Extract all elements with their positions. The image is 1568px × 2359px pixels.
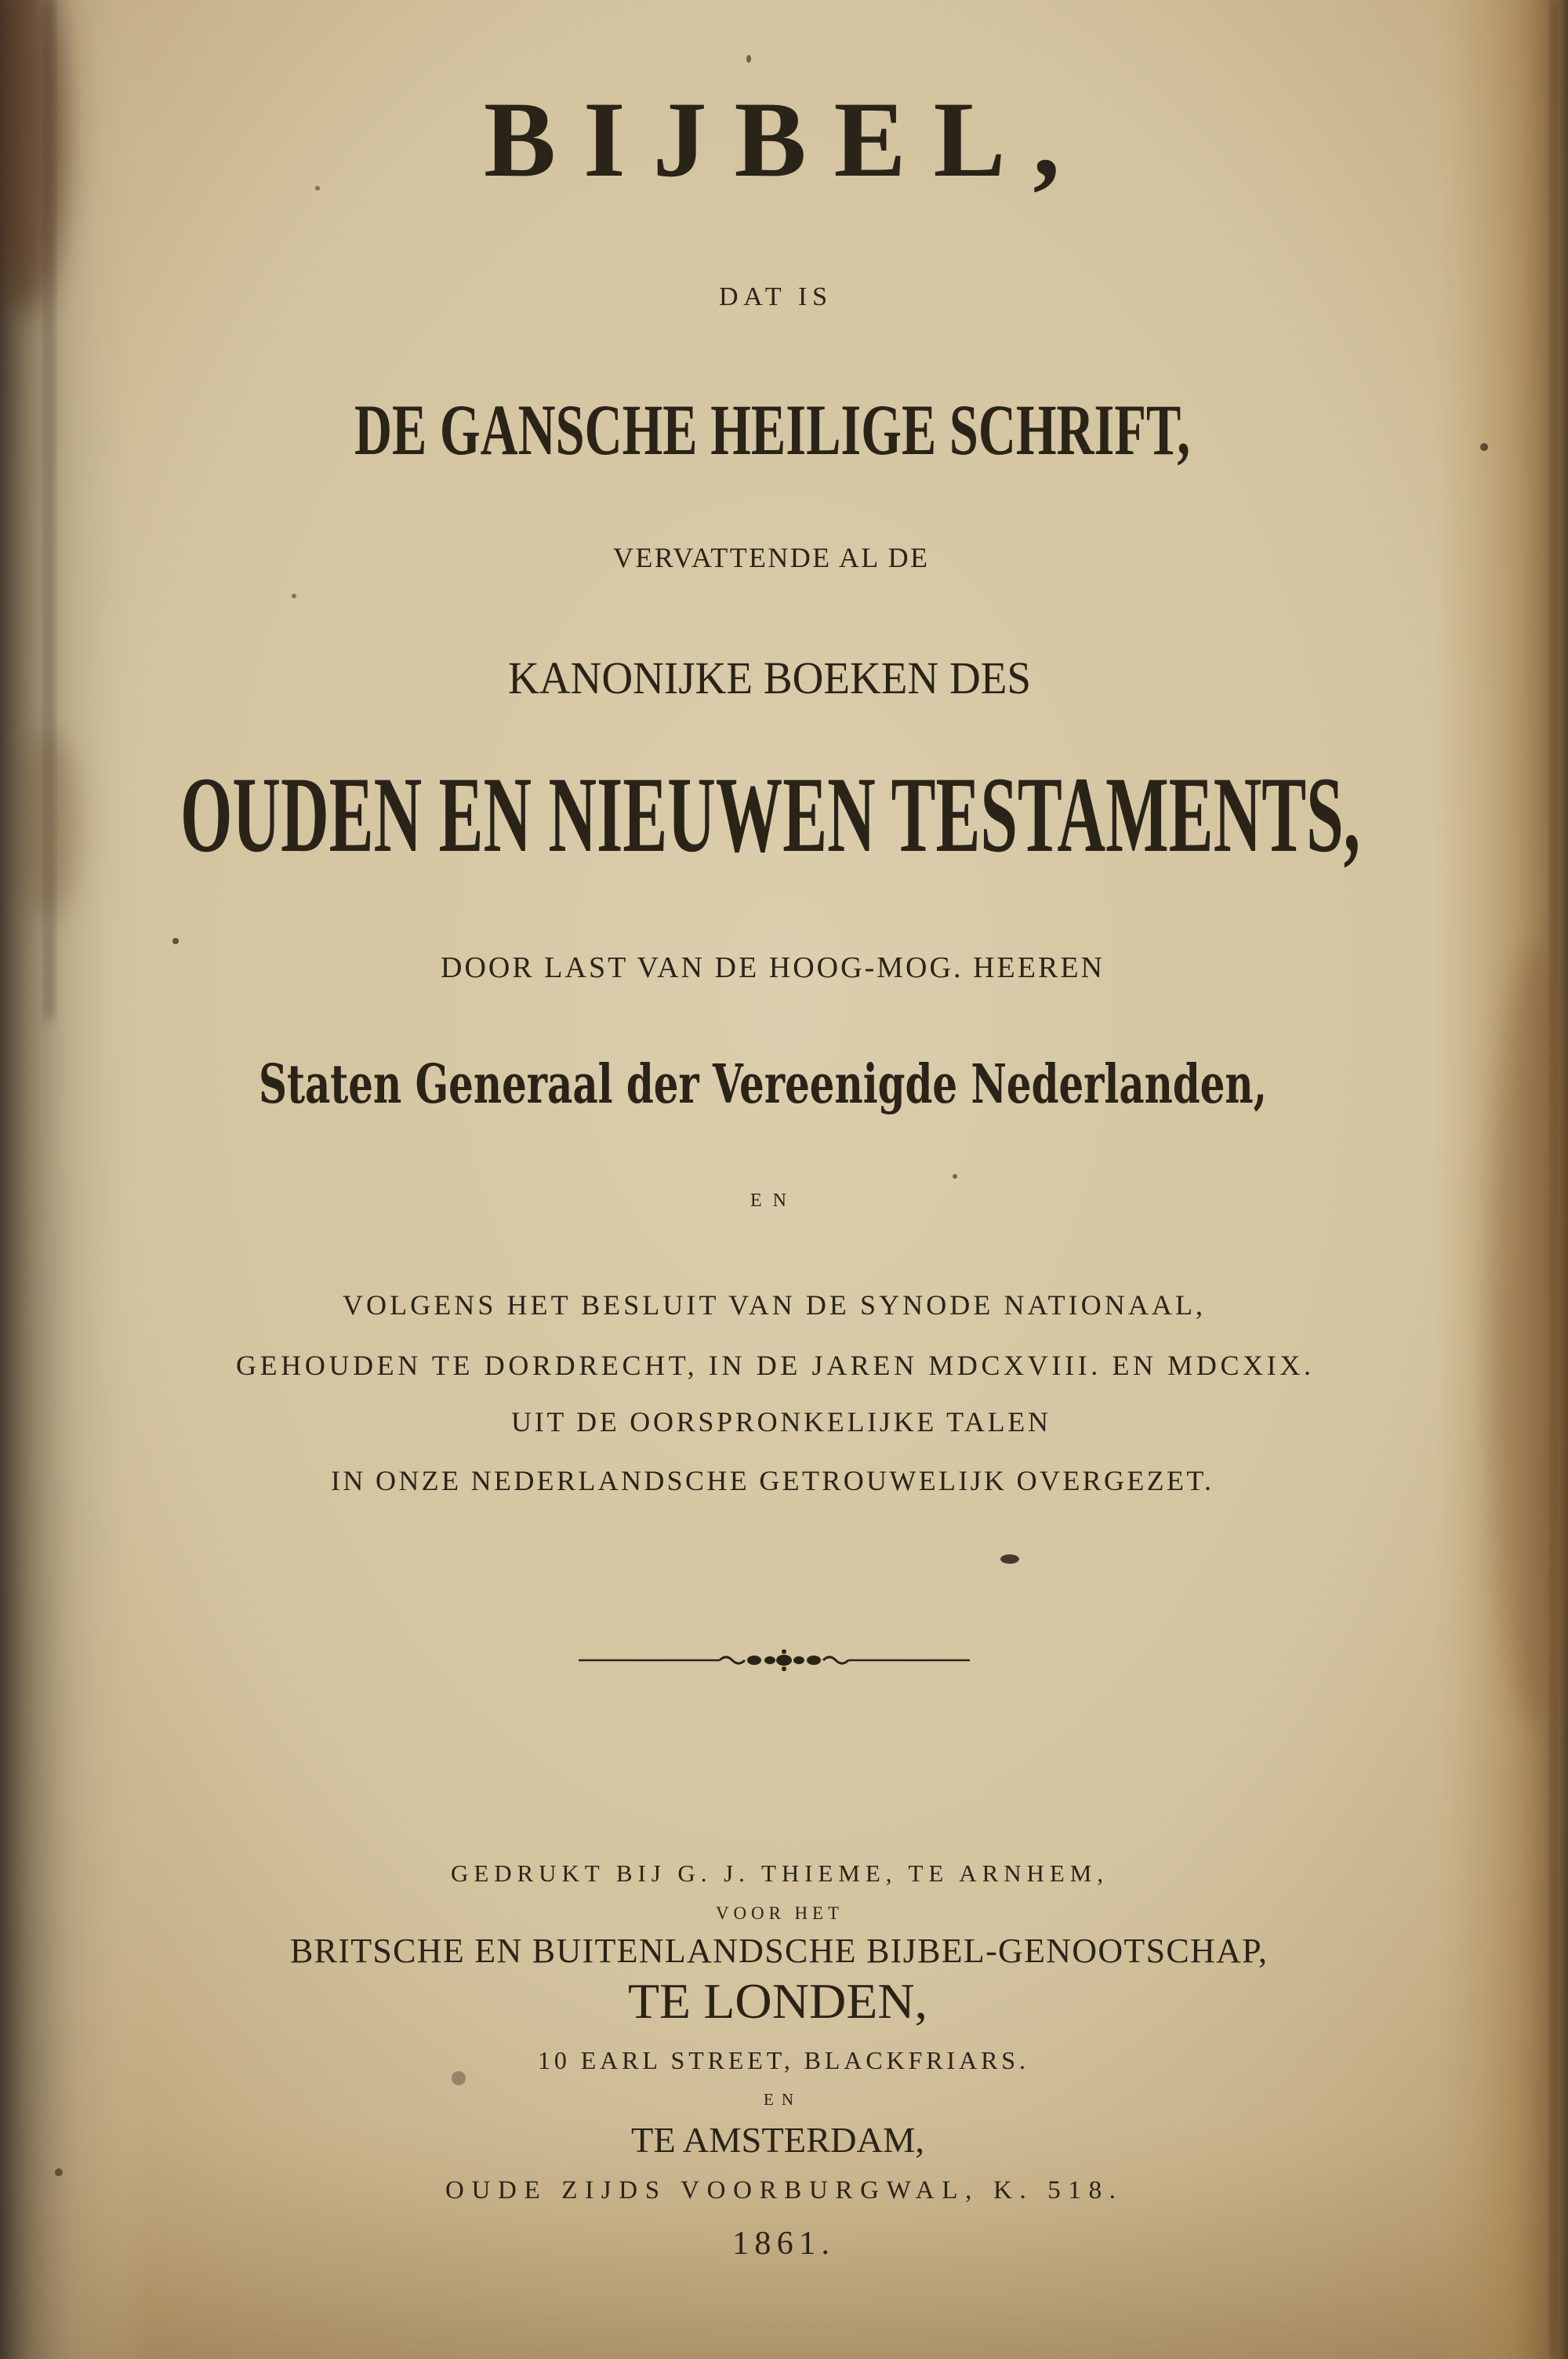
book-title: BIJBEL, <box>484 79 1060 199</box>
dat-is-line: DAT IS <box>719 282 827 311</box>
states-general-line: Staten Generaal der Vereenigde Nederlanden, <box>259 1053 1267 1116</box>
amsterdam-address-line: OUDE ZIJDS VOORBURGWAL, K. 518. <box>445 2176 1116 2205</box>
paper-speck <box>55 2168 63 2176</box>
amsterdam-line: TE AMSTERDAM, <box>631 2120 924 2160</box>
paper-speck <box>315 186 320 191</box>
imprint-conjunction-en: EN <box>764 2090 793 2109</box>
synod-line-3: UIT DE OORSPRONKELIJKE TALEN <box>511 1406 1048 1438</box>
printer-line: GEDRUKT BIJ G. J. THIEME, TE ARNHEM, <box>451 1859 1104 1887</box>
paper-speck <box>452 2071 466 2085</box>
paper-speck <box>746 55 751 63</box>
london-line: TE LONDEN, <box>628 1973 927 2029</box>
paper-speck <box>1480 443 1488 451</box>
bible-society-line: BRITSCHE EN BUITENLANDSCHE BIJBEL-GENOOTSCHAP, <box>290 1932 1267 1970</box>
synod-line-4: IN ONZE NEDERLANDSCHE GETROUWELIJK OVERGEZET. <box>331 1465 1211 1496</box>
paper-speck <box>292 594 296 598</box>
subtitle: DE GANSCHE HEILIGE SCHRIFT, <box>354 390 1190 470</box>
synod-line-2: GEHOUDEN TE DORDRECHT, IN DE JAREN MDCXVIII. EN MDCXIX. <box>236 1350 1311 1381</box>
paper-speck <box>172 938 179 944</box>
canonical-books-line: KANONIJKE BOEKEN DES <box>508 652 1031 703</box>
paper-speck <box>1000 1554 1019 1564</box>
publication-year: 1861. <box>732 2226 829 2262</box>
testaments-heading: OUDEN EN NIEUWEN TESTAMENTS, <box>180 754 1360 874</box>
authority-intro-line: DOOR LAST VAN DE HOOG-MOG. HEEREN <box>441 951 1102 984</box>
contents-intro-line: VERVATTENDE AL DE <box>613 542 927 573</box>
voor-het-line: VOOR HET <box>716 1903 839 1923</box>
paper-speck <box>953 1174 957 1179</box>
london-address-line: 10 EARL STREET, BLACKFRIARS. <box>538 2046 1025 2074</box>
conjunction-en: EN <box>750 1190 786 1211</box>
synod-line-1: VOLGENS HET BESLUIT VAN DE SYNODE NATIONAAL, <box>343 1289 1203 1321</box>
